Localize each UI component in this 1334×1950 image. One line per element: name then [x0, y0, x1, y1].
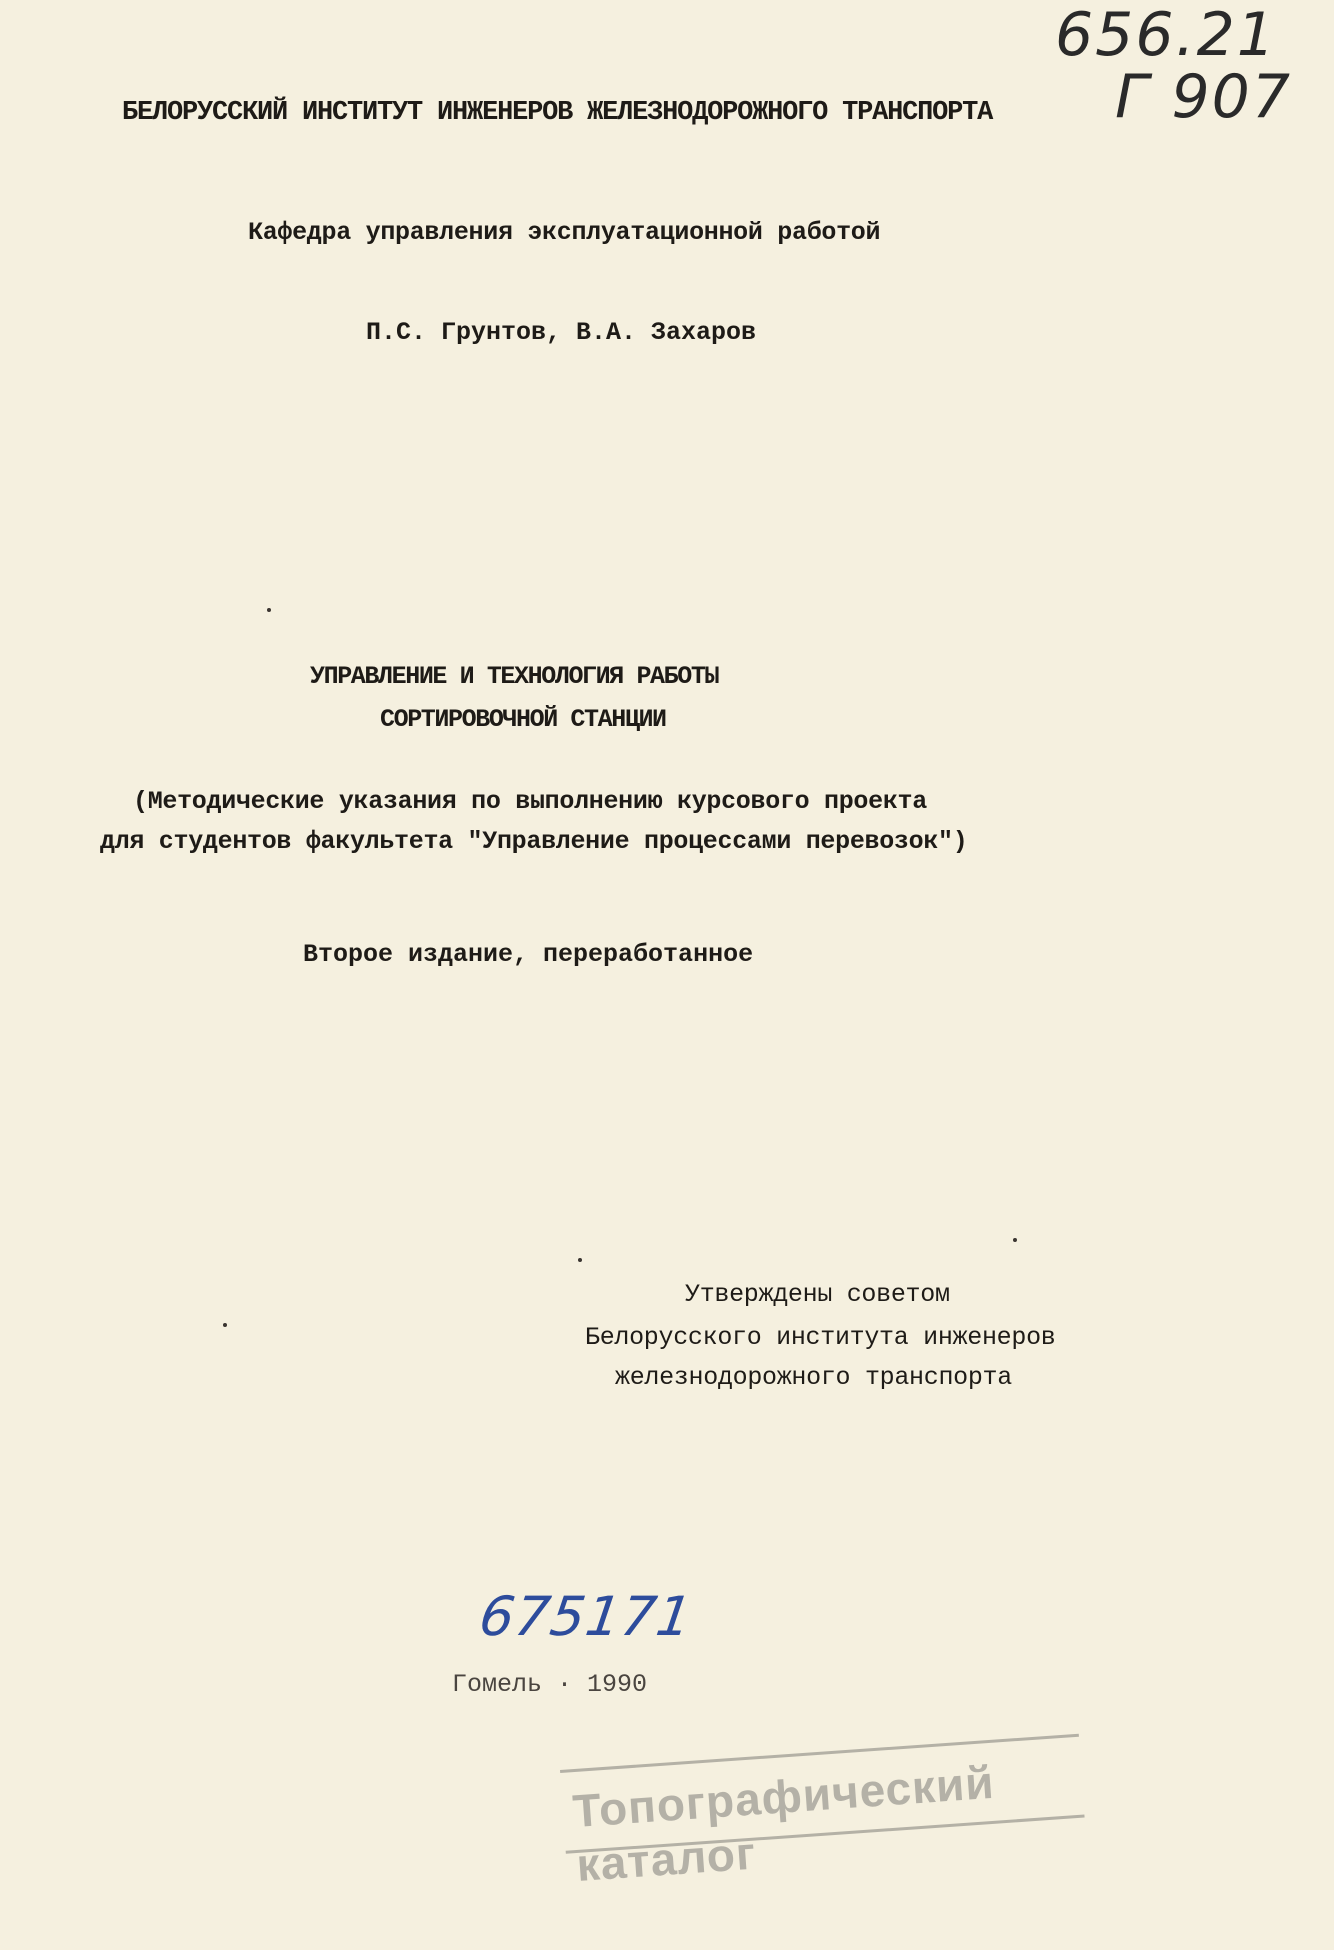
paper-speck	[267, 608, 271, 612]
stamp-text: Топографический каталог	[571, 1755, 997, 1892]
title-line-1: УПРАВЛЕНИЕ И ТЕХНОЛОГИЯ РАБОТЫ	[310, 662, 719, 691]
subtitle-line-2: для студентов факультета "Управление процессами перевозок")	[100, 827, 968, 856]
institute-name: БЕЛОРУССКИЙ ИНСТИТУТ ИНЖЕНЕРОВ ЖЕЛЕЗНОДОРОЖНОГО ТРАНСПОРТА	[122, 98, 993, 128]
handwritten-author-mark: Г 907	[1115, 62, 1293, 132]
handwritten-classification-number: 656.21	[1055, 0, 1277, 70]
paper-speck	[223, 1323, 227, 1327]
approval-line-3: железнодорожного транспорта	[615, 1363, 1012, 1392]
authors: П.С. Грунтов, В.А. Захаров	[366, 318, 757, 347]
subtitle-line-1: (Методические указания по выполнению курсового проекта	[133, 787, 927, 816]
library-stamp	[560, 1734, 1085, 1892]
city-year: Гомель · 1990	[452, 1670, 648, 1699]
paper-speck	[1013, 1238, 1017, 1242]
approval-line-2: Белорусского института инженеров	[585, 1323, 1056, 1352]
edition-note: Второе издание, переработанное	[303, 940, 754, 969]
paper-speck	[578, 1258, 582, 1262]
approval-line-1: Утверждены советом	[685, 1280, 950, 1309]
title-line-2: СОРТИРОВОЧНОЙ СТАНЦИИ	[380, 705, 666, 734]
department-name: Кафедра управления эксплуатационной работой	[248, 218, 881, 247]
inventory-number-ink: 675171	[475, 1585, 697, 1648]
